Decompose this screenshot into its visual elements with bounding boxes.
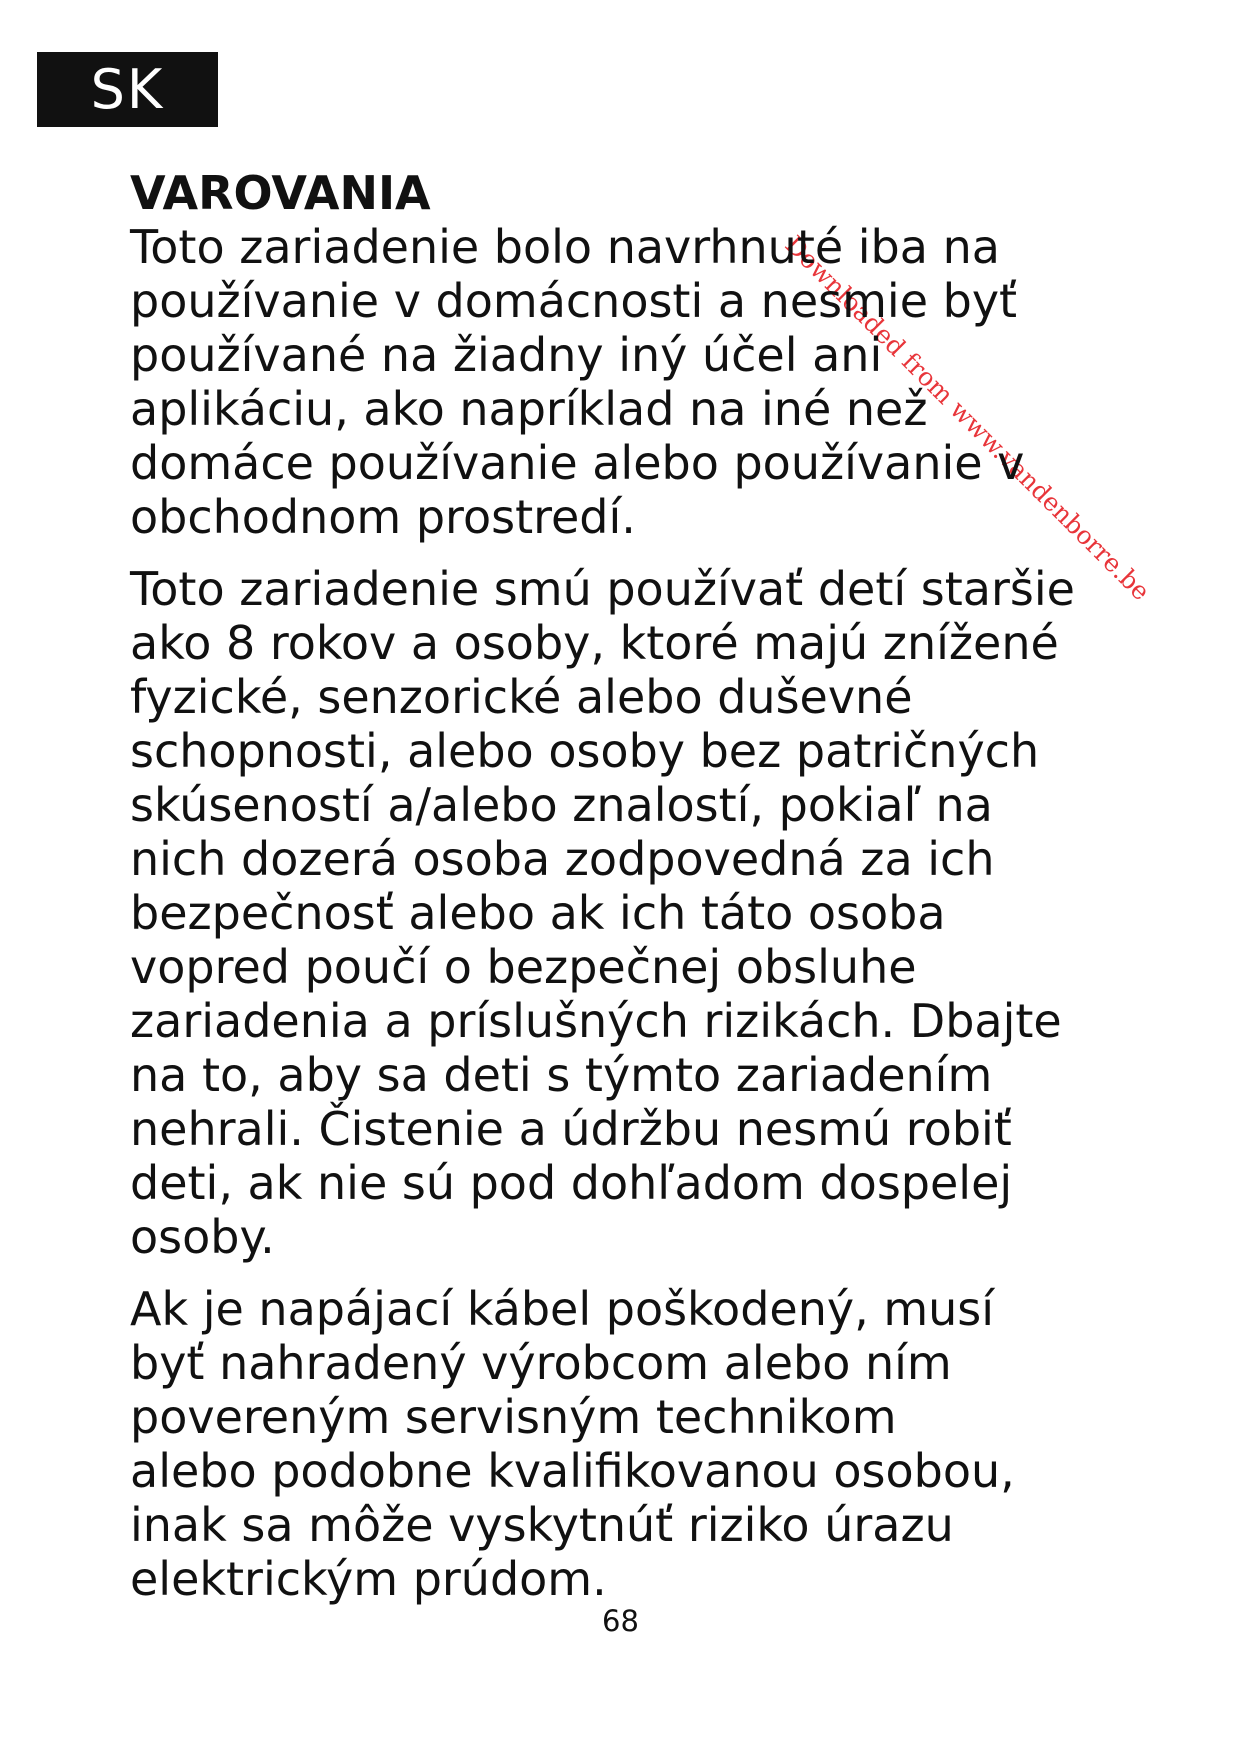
warnings-section: [130, 166, 1130, 1606]
paragraph-intended-use: Toto zariadenie bolo navrhnuté iba na používanie v domácnosti a nesmie byť používané na žiadny iný účel ani aplikáciu, ako napríklad na iné než domáce používanie alebo používanie v obchodnom prostredí.: [130, 220, 1025, 544]
language-badge: SK: [37, 52, 218, 127]
paragraph-power-cable: Ak je napájací kábel poškodený, musí byť nahradený výrobcom alebo ním povereným servisným technikom alebo podobne kvalifikovanou osobou, inak sa môže vyskytnúť riziko úrazu elektrickým prúdom.: [130, 1282, 1015, 1606]
paragraph-children-supervision: Toto zariadenie smú používať detí staršie ako 8 rokov a osoby, ktoré majú znížené fyzické, senzorické alebo duševné schopnosti, alebo osoby bez patričných skúseností a/alebo znalostí, pokiaľ na nich dozerá osoba zodpovedná za ich bezpečnosť alebo ak ich táto osoba vopred poučí o bezpečnej obsluhe zariadenia a príslušných rizikách. Dbajte na to, aby sa deti s týmto zariadením nehrali. Čistenie a údržbu nesmú robiť deti, ak nie sú pod dohľadom dospelej osoby.: [130, 562, 1075, 1264]
page-number: 68: [602, 1604, 639, 1638]
download-watermark: Downloaded from www.vandenborre.be: [779, 230, 1156, 607]
section-heading: VAROVANIA: [130, 166, 431, 220]
